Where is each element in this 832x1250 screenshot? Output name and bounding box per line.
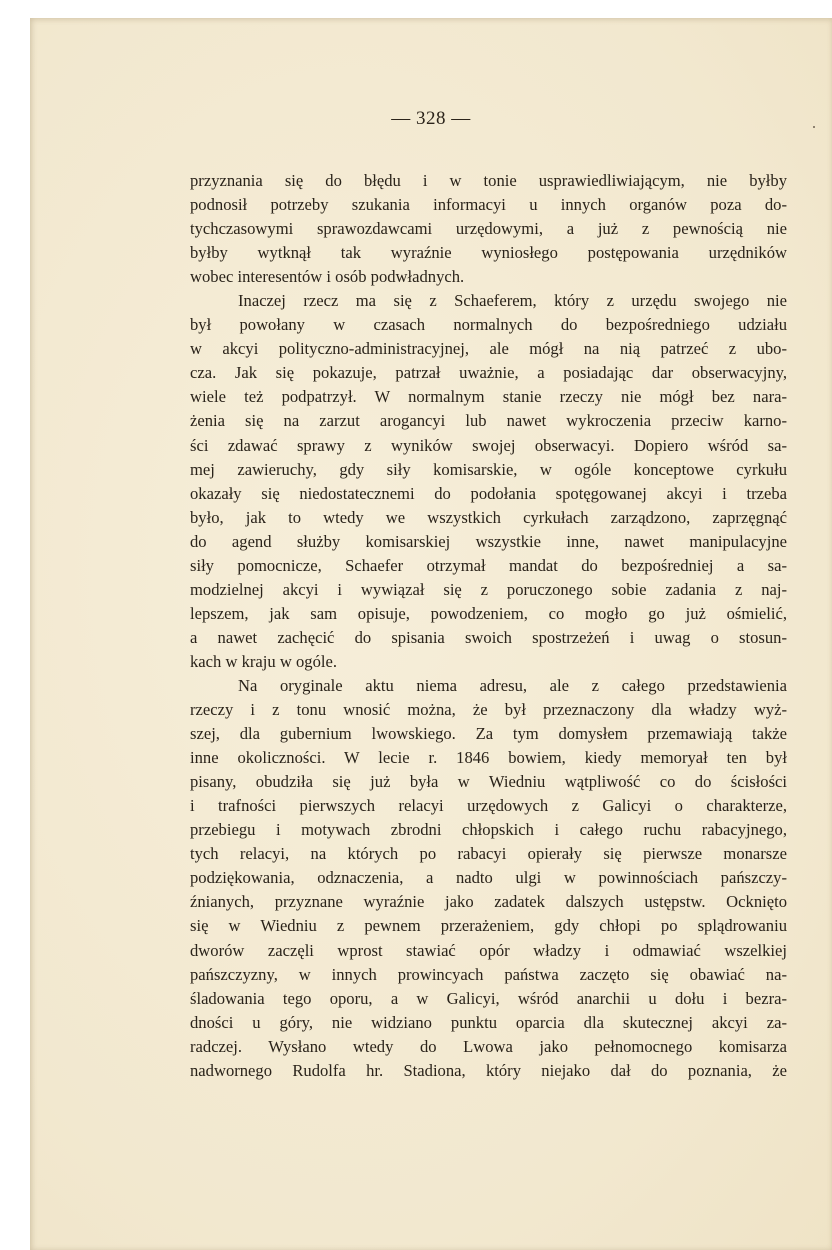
text-line: i trafności pierwszych relacyi urzędowych z Galicyi o charakterze,	[190, 796, 787, 816]
text-line: tych relacyi, na których po rabacyi opierały się pierwsze monarsze	[190, 844, 787, 864]
text-line: źnianych, przyznane wyraźnie jako zadatek dalszych ustępstw. Ocknięto	[190, 892, 787, 912]
paragraph	[190, 289, 787, 674]
text-line: a nawet zachęcić do spisania swoich spostrzeżeń i uwag o stosun-	[190, 627, 787, 647]
text-line: wiele też podpatrzył. W normalnym stanie rzeczy nie mógł bez nara-	[190, 387, 787, 407]
text-line: mej zawieruchy, gdy siły komisarskie, w ogóle konceptowe cyrkułu	[190, 459, 787, 479]
text-line: siły pomocnicze, Schaefer otrzymał mandat do bezpośredniej a sa-	[190, 555, 787, 575]
text-line: lepszem, jak sam opisuje, powodzeniem, co mogło go już ośmielić,	[190, 603, 787, 623]
text-line: był powołany w czasach normalnych do bezpośredniego udziału	[190, 315, 787, 335]
paragraph	[190, 674, 787, 1083]
text-line: było, jak to wtedy we wszystkich cyrkułach zarządzono, zaprzęgnąć	[190, 507, 787, 527]
text-line: rzeczy i z tonu wnosić można, że był przeznaczony dla władzy wyż-	[190, 700, 787, 720]
text-line: nadwornego Rudolfa hr. Stadiona, który niejako dał do poznania, że	[190, 1060, 787, 1080]
text-line: podnosił potrzeby szukania informacyi u innych organów poza do-	[190, 195, 787, 215]
text-line: do agend służby komisarskiej wszystkie inne, nawet manipulacyjne	[190, 531, 787, 551]
text-line: przebiegu i motywach zbrodni chłopskich i całego ruchu rabacyjnego,	[190, 820, 787, 840]
body-text	[190, 169, 787, 1083]
text-line: okazały się niedostatecznemi do podołania spotęgowanej akcyi i trzeba	[190, 483, 787, 503]
text-line: inne okoliczności. W lecie r. 1846 bowiem, kiedy memoryał ten był	[190, 748, 787, 768]
text-line: wobec interesentów i osób podwładnych.	[190, 267, 465, 287]
text-line: dworów zaczęli wprost stawiać opór władzy i odmawiać wszelkiej	[190, 940, 787, 960]
text-line: Inaczej rzecz ma się z Schaeferem, który z urzędu swojego nie	[238, 291, 787, 311]
text-line: ści zdawać sprawy z wyników swojej obserwacyi. Dopiero wśród sa-	[190, 435, 787, 455]
text-line: pisany, obudziła się już była w Wiedniu wątpliwość co do ścisłości	[190, 772, 787, 792]
text-line: radczej. Wysłano wtedy do Lwowa jako pełnomocnego komisarza	[190, 1036, 787, 1056]
text-line: pańszczyzny, w innych prowincyach państwa zaczęto się obawiać na-	[190, 964, 787, 984]
paragraph	[190, 169, 787, 289]
text-line: kach w kraju w ogóle.	[190, 651, 337, 671]
text-line: podziękowania, odznaczenia, a nadto ulgi w powinnościach pańszczy-	[190, 868, 787, 888]
text-line: byłby wytknął tak wyraźnie wyniosłego postępowania urzędników	[190, 243, 787, 263]
text-line: dności u góry, nie widziano punktu oparcia dla skutecznej akcyi za-	[190, 1012, 787, 1032]
paper-speck	[813, 126, 815, 128]
text-line: przyznania się do błędu i w tonie usprawiedliwiającym, nie byłby	[190, 171, 787, 190]
page-number: — 328 —	[391, 108, 471, 129]
text-line: żenia się na zarzut arogancyi lub nawet wykroczenia przeciw karno-	[190, 411, 787, 431]
text-line: tychczasowymi sprawozdawcami urzędowymi, a już z pewnością nie	[190, 219, 787, 239]
text-line: się w Wiedniu z pewnem przerażeniem, gdy chłopi po splądrowaniu	[190, 916, 787, 936]
text-line: w akcyi polityczno-administracyjnej, ale mógł na nią patrzeć z ubo-	[190, 339, 787, 359]
book-page	[30, 18, 832, 1250]
text-line: szej, dla gubernium lwowskiego. Za tym domysłem przemawiają także	[190, 724, 787, 744]
text-line: modzielnej akcyi i wywiązał się z poruczonego sobie zadania z naj-	[190, 579, 787, 599]
text-line: śladowania tego oporu, a w Galicyi, wśród anarchii u dołu i bezra-	[190, 988, 787, 1008]
text-line: Na oryginale aktu niema adresu, ale z całego przedstawienia	[238, 675, 787, 695]
text-line: cza. Jak się pokazuje, patrzał uważnie, a posiadając dar obserwacyjny,	[190, 363, 787, 383]
